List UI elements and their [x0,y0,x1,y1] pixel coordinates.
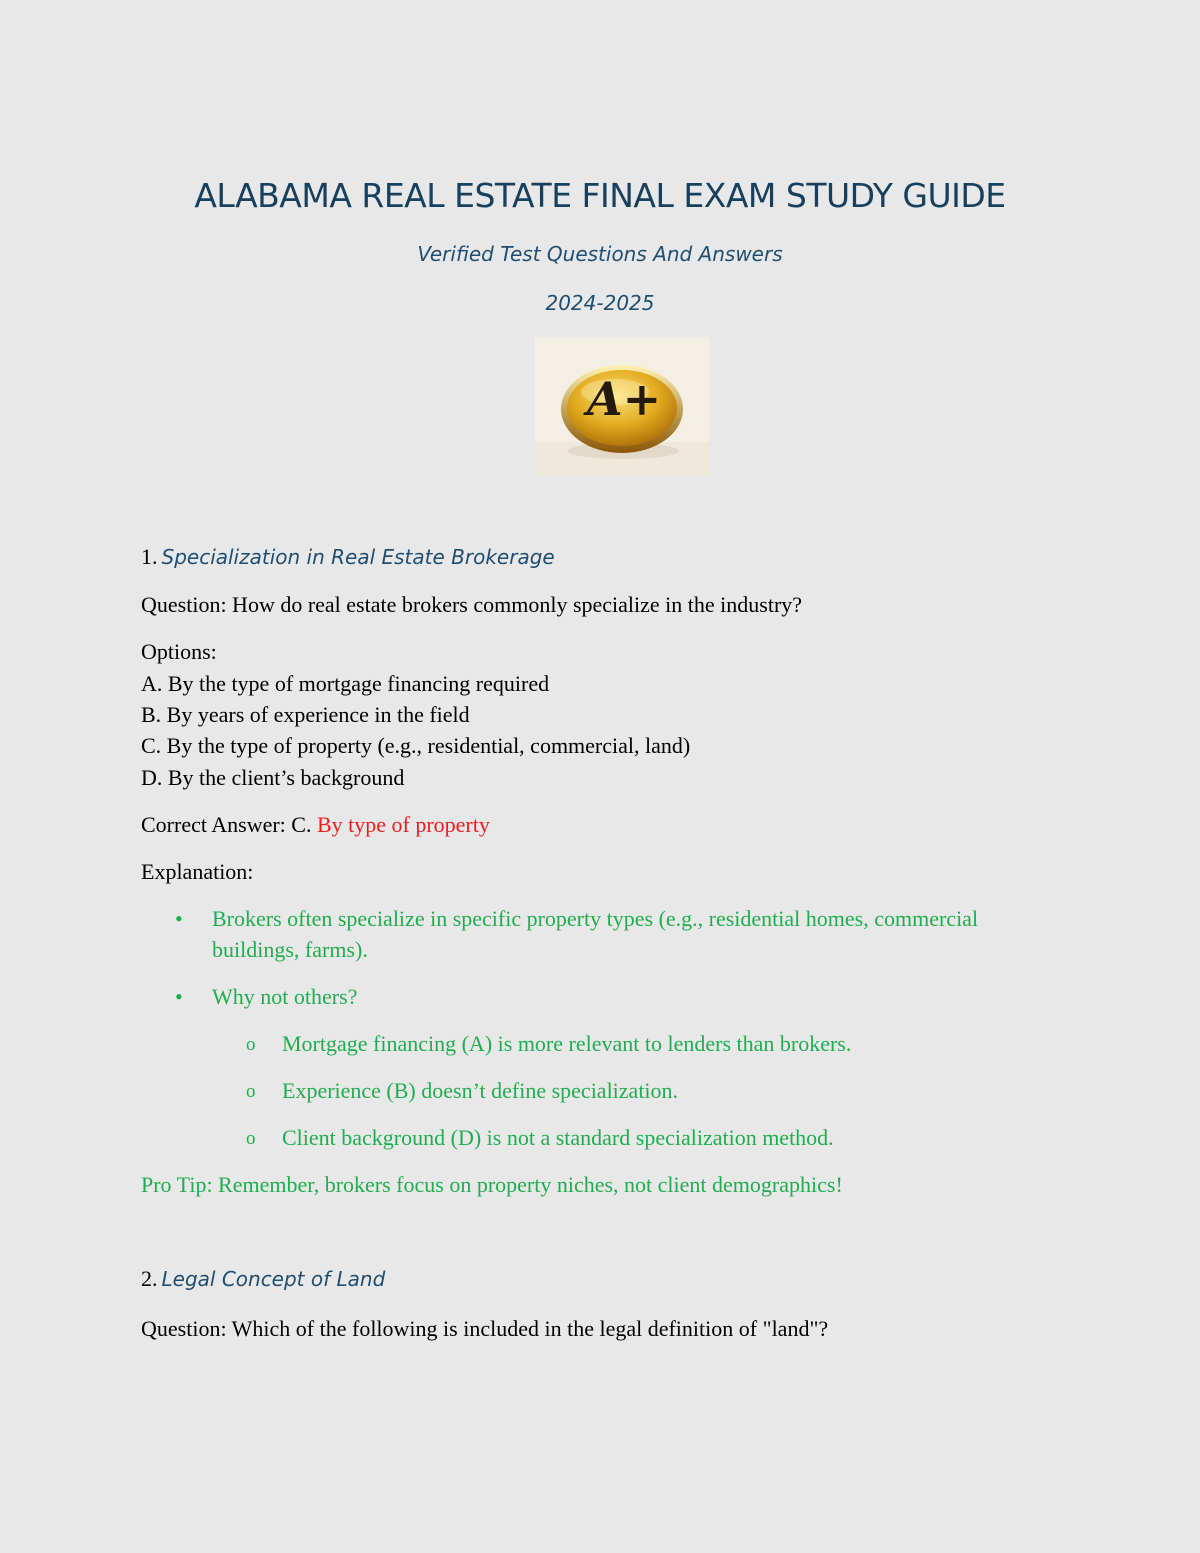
q1-explanation-bullet-2: Why not others? [212,984,358,1009]
q1-options-label: Options: [141,639,217,664]
a-plus-logo [535,337,709,476]
q1-pro-tip: Pro Tip: Remember, brokers focus on property niches, not client demographics! [141,1172,843,1197]
q1-explanation-label: Explanation: [141,859,254,884]
bullet-dot-icon: • [175,906,183,931]
q1-heading: 1. Specialization in Real Estate Brokerage [141,544,555,569]
q1-sub-bullet-d: Client background (D) is not a standard specialization method. [282,1125,834,1150]
logo-text: A+ [586,372,662,426]
q1-sub-bullet-a: Mortgage financing (A) is more relevant to lenders than brokers. [282,1031,852,1056]
q1-option-a: A. By the type of mortgage financing required [141,671,550,696]
q1-option-c: C. By the type of property (e.g., residential, commercial, land) [141,733,691,758]
q1-explanation-bullet-1: Brokers often specialize in specific property types (e.g., residential homes, commercial [212,906,979,931]
q1-sub-bullet-b: Experience (B) doesn’t define specialization. [282,1078,679,1103]
hollow-circle-bullet-icon: o [246,1128,256,1149]
q1-question: Question: How do real estate brokers commonly specialize in the industry? [141,592,803,617]
document-title: ALABAMA REAL ESTATE FINAL EXAM STUDY GUIDE [194,176,1006,215]
q2-question: Question: Which of the following is included in the legal definition of "land"? [141,1316,829,1341]
q1-option-b: B. By years of experience in the field [141,702,470,727]
q1-correct-answer: Correct Answer: C. By type of property [141,812,490,837]
q1-answer-text: By type of property [316,812,490,837]
q2-heading: 2. Legal Concept of Land [141,1266,386,1291]
hollow-circle-bullet-icon: o [246,1081,256,1102]
bullet-dot-icon: • [175,984,183,1009]
document-year: 2024-2025 [545,291,655,315]
q1-explanation-bullet-1-cont: buildings, farms). [212,937,368,962]
hollow-circle-bullet-icon: o [246,1034,256,1055]
document-subtitle: Verified Test Questions And Answers [417,242,783,266]
q1-option-d: D. By the client’s background [141,765,405,790]
